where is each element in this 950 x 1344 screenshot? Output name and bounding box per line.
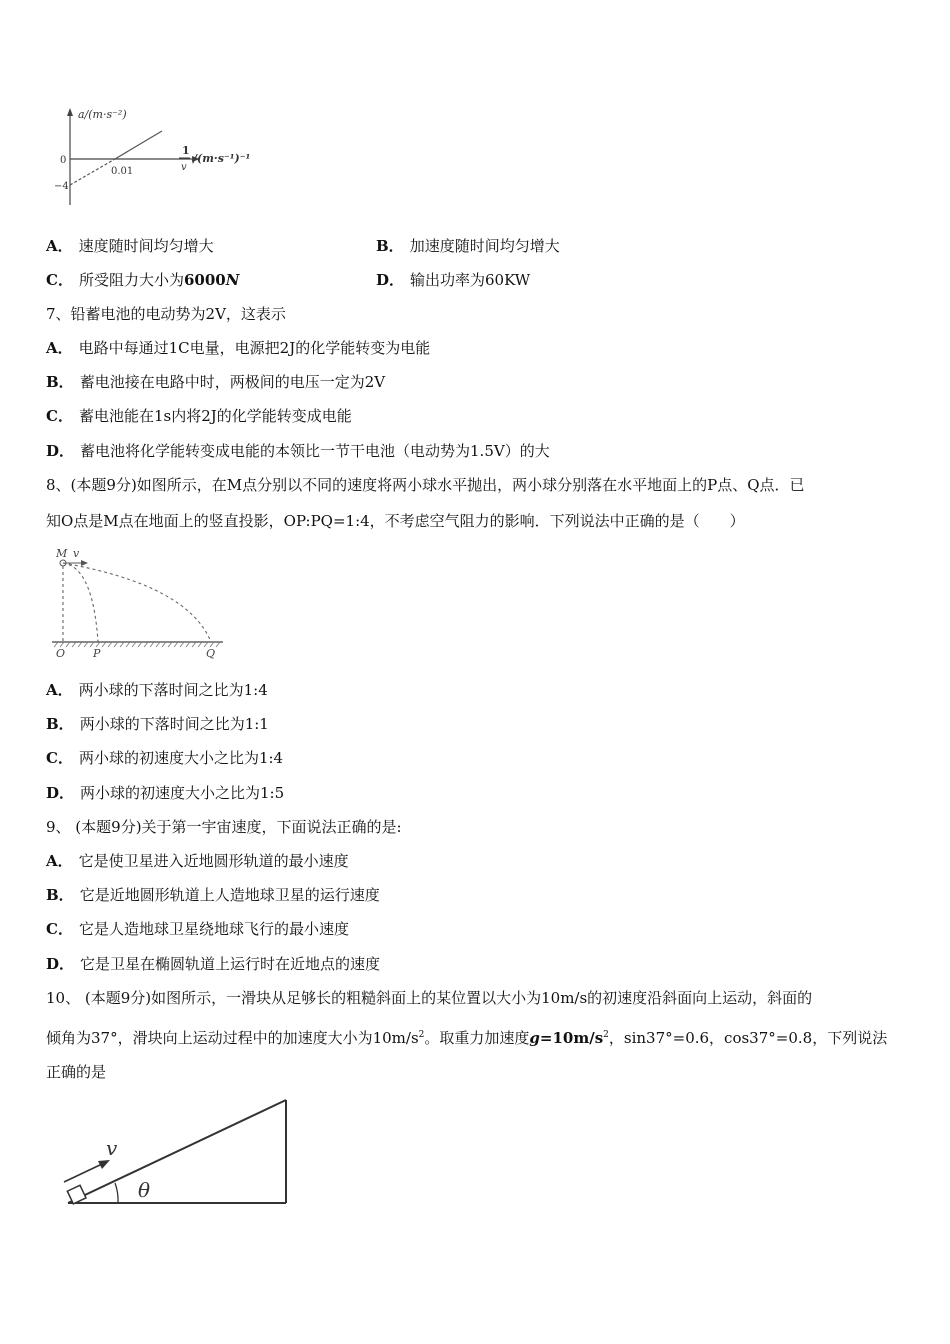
q10-stem-line-3: 正确的是: [46, 1063, 107, 1081]
q6-option-c[interactable]: C． 所受阻力大小为6000N: [46, 271, 240, 289]
q9-option-c[interactable]: C． 它是人造地球卫星绕地球飞行的最小速度: [46, 920, 349, 938]
x-axis-fraction-num: 1: [182, 144, 190, 157]
q8-option-b[interactable]: B． 两小球的下落时间之比为1:1: [46, 715, 269, 733]
q8-option-d[interactable]: D． 两小球的初速度大小之比为1:5: [46, 784, 285, 802]
q7-stem: 7、铅蓄电池的电动势为2V，这表示: [46, 305, 286, 323]
q9-option-d[interactable]: D． 它是卫星在椭圆轨道上运行时在近地点的速度: [46, 955, 381, 973]
q8-option-c[interactable]: C． 两小球的初速度大小之比为1:4: [46, 749, 284, 767]
origin-label: 0: [60, 155, 67, 166]
q10-stem-line-2: 倾角为37°，滑块向上运动过程中的加速度大小为$10m/s^2$。取重力加速度$g=10m/s^2$，sin37°=0.6，cos37°=0.8，下列说法: [46, 1029, 888, 1047]
graph-line-solid: [115, 131, 162, 159]
incline-surface: [68, 1100, 286, 1203]
q9-stem: 9、 (本题9分)关于第一宇宙速度，下面说法正确的是:: [46, 818, 402, 836]
incline-figure: [60, 1095, 300, 1215]
q7-option-c[interactable]: C． 蓄电池能在1s内将2J的化学能转变成电能: [46, 407, 352, 425]
label-theta: θ: [138, 1178, 151, 1202]
label-o: O: [56, 647, 66, 660]
trajectory-to-q: [63, 563, 211, 642]
graph-line-dashed: [70, 159, 115, 185]
y-intercept-label: −4: [54, 181, 69, 192]
q7-option-a[interactable]: A． 电路中每通过1C电量，电源把2J的化学能转变为电能: [46, 339, 431, 357]
trajectory-to-p: [63, 563, 98, 642]
q10-stem-line-1: 10、 (本题9分)如图所示，一滑块从足够长的粗糙斜面上的某位置以大小为10m/s的初速度沿斜面向上运动，斜面的: [46, 989, 813, 1007]
label-v: v: [73, 547, 80, 560]
q6-option-b[interactable]: B． 加速度随时间均匀增大: [376, 237, 560, 255]
velocity-arrow: [64, 1164, 102, 1182]
q8-option-a[interactable]: A． 两小球的下落时间之比为1:4: [46, 681, 268, 699]
x-axis-fraction-den: v: [181, 162, 187, 173]
q8-stem-line-1: 8、(本题9分)如图所示，在M点分别以不同的速度将两小球水平抛出，两小球分别落在水平地面上的P点、Q点．已: [46, 476, 805, 494]
label-v: v: [106, 1136, 118, 1160]
label-p: P: [93, 647, 101, 660]
angle-arc: [115, 1183, 118, 1203]
q7-option-d[interactable]: D． 蓄电池将化学能转变成电能的本领比一节干电池（电动势为1.5V）的大: [46, 442, 550, 460]
q9-option-a[interactable]: A． 它是使卫星进入近地圆形轨道的最小速度: [46, 852, 349, 870]
label-m: M: [56, 547, 68, 560]
q6-option-d[interactable]: D． 输出功率为60KW: [376, 271, 531, 289]
y-axis-label: a/(m·s⁻²): [78, 108, 127, 121]
q6-option-a[interactable]: A． 速度随时间均匀增大: [46, 237, 214, 255]
ground-hatch: [54, 642, 220, 647]
a-vs-inverse-v-graph: [40, 100, 280, 210]
label-q: Q: [206, 647, 216, 660]
x-axis-unit: /(m·s⁻¹)⁻¹: [193, 152, 251, 165]
q9-option-b[interactable]: B． 它是近地圆形轨道上人造地球卫星的运行速度: [46, 886, 380, 904]
projectile-figure: [48, 545, 228, 660]
y-axis-arrow: [67, 108, 73, 116]
q8-stem-line-2: 知O点是M点在地面上的竖直投影，OP:PQ=1:4，不考虑空气阻力的影响．下列说法中正确的是（ ）: [46, 512, 745, 530]
x-intercept-label: 0.01: [111, 166, 134, 177]
q7-option-b[interactable]: B． 蓄电池接在电路中时，两极间的电压一定为2V: [46, 373, 386, 391]
